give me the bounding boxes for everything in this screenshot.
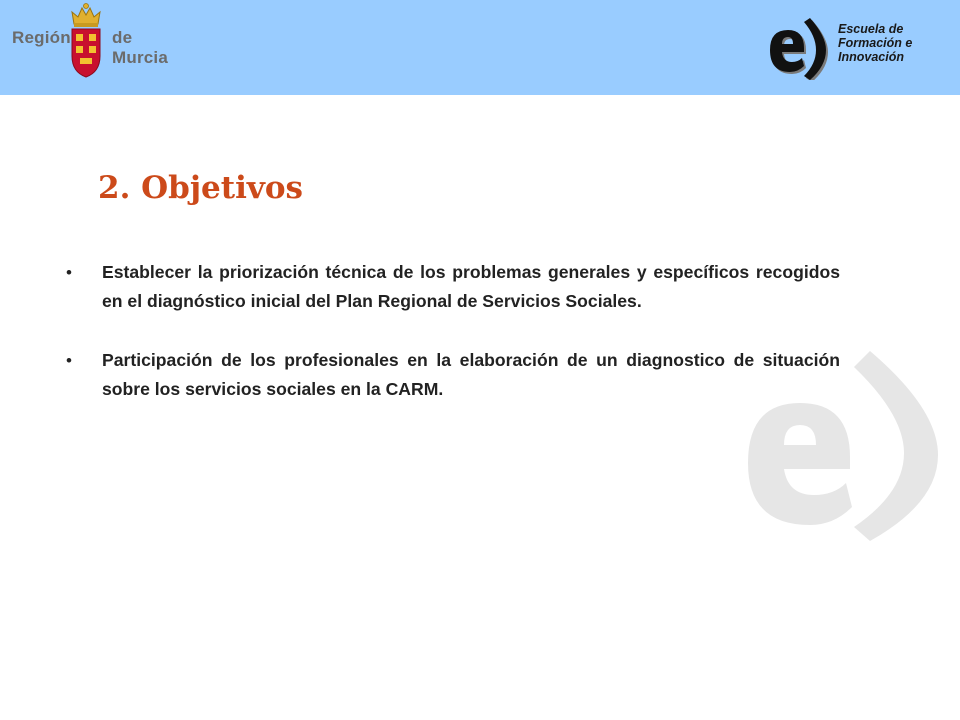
objectives-list	[66, 258, 840, 434]
e-bracket-icon	[766, 14, 832, 80]
bullet-text: Participación de los profesionales en la elaboración de un diagnostico de situación sobre los servicios sociales en la CARM.	[102, 350, 840, 399]
header-banner	[0, 0, 960, 95]
school-logo-line: Formación e	[838, 36, 913, 50]
escuela-formacion-logo	[766, 14, 936, 80]
school-logo-line: Escuela de	[838, 22, 904, 36]
region-logo-text-left: Región	[12, 28, 71, 47]
bullet-icon: •	[66, 351, 72, 370]
bullet-text: Establecer la priorización técnica de los problemas generales y específicos recogidos en el diagnóstico inicial del Plan Regional de Servicios Sociales.	[102, 262, 840, 311]
school-logo-line: Innovación	[838, 50, 904, 64]
school-logo-text	[838, 22, 912, 64]
bullet-icon: •	[66, 263, 72, 282]
coat-of-arms-icon	[66, 2, 106, 78]
region-logo-text-right: de Murcia	[112, 28, 168, 67]
list-item	[66, 346, 840, 404]
region-de-murcia-logo	[12, 2, 192, 80]
list-item	[66, 258, 840, 316]
slide-title: 2. Objetivos	[98, 170, 304, 206]
